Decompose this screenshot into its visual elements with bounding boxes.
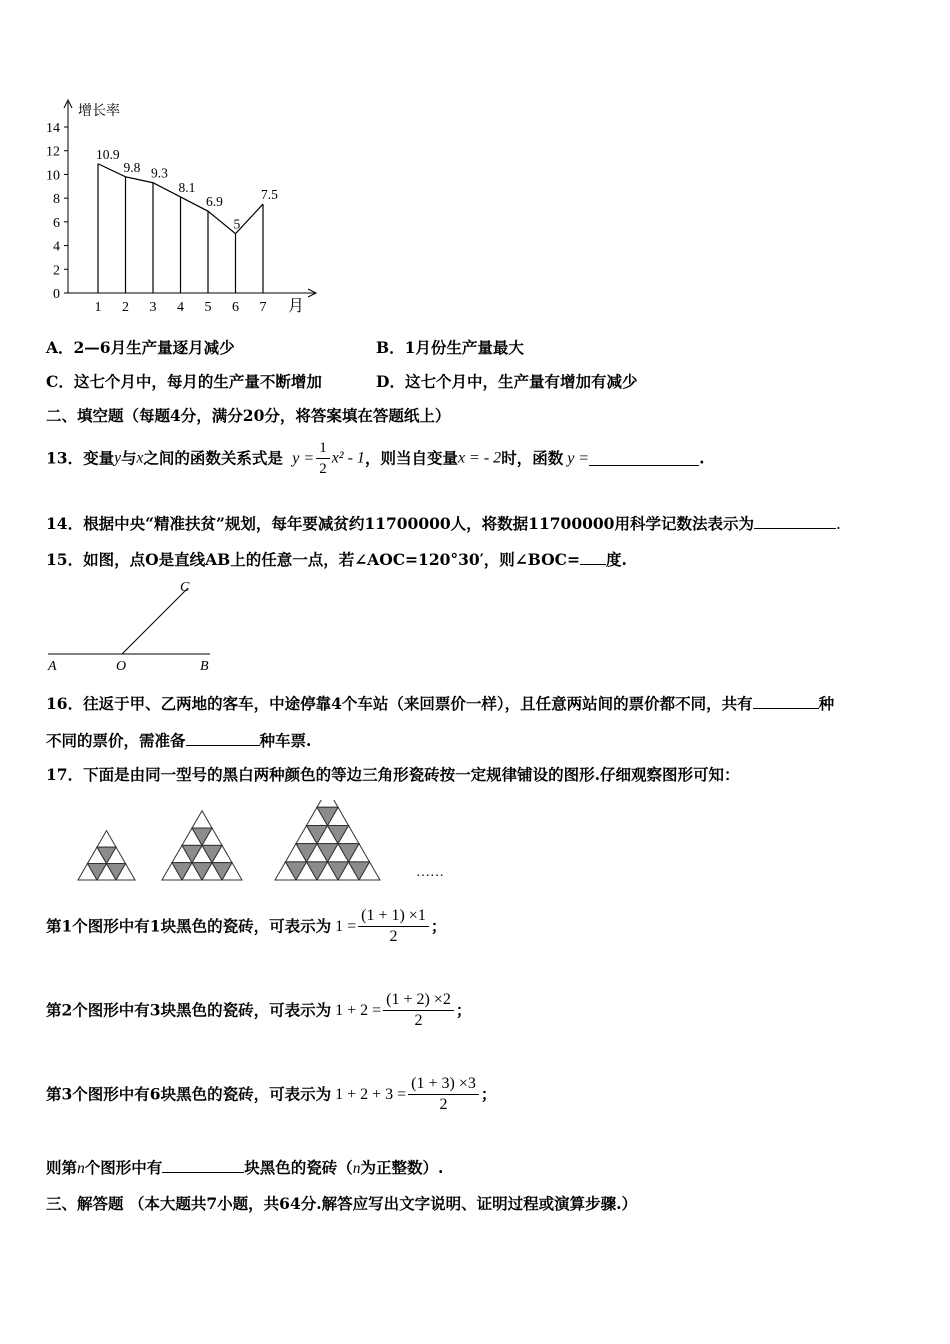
x-tick-label: 4 <box>177 300 184 315</box>
question-14 <box>46 512 841 534</box>
q13-var-x: x <box>136 449 144 467</box>
q17-line-3 <box>46 1074 496 1115</box>
q17-line1-end: ； <box>430 916 447 936</box>
white-tile <box>317 800 338 807</box>
q12-option-a: A．2—6月生产量逐月减少 <box>46 338 235 357</box>
q17-line1-lhs: 1 = <box>335 917 357 935</box>
data-label-7: 7.5 <box>261 187 278 203</box>
q13-var-y: y <box>114 449 121 467</box>
x-tick-label: 2 <box>122 300 129 315</box>
ray-oc <box>122 588 188 654</box>
q17-line2-text: 第2个图形中有3块黑色的瓷砖，可表示为 <box>46 1000 332 1020</box>
q15-end: 度. <box>606 550 627 569</box>
q13-fraction <box>316 438 330 479</box>
x-tick-label: 7 <box>259 300 267 315</box>
y-tick-label: 14 <box>46 121 60 136</box>
q13-mid2: ，则当自变量 <box>364 448 458 468</box>
question-17-intro: 17．下面是由同一型号的黑白两种颜色的等边三角形瓷砖按一定规律铺设的图形.仔细观察图形可知： <box>46 765 740 784</box>
growth-rate-line-chart <box>30 90 330 320</box>
q17-line1-text: 第1个图形中有1块黑色的瓷砖，可表示为 <box>46 916 332 936</box>
q13-eq-rhs: x² - 1 <box>331 449 365 467</box>
x-axis-label: 月 <box>288 298 305 315</box>
q17-line2-den: 2 <box>414 1012 423 1029</box>
question-13 <box>46 438 705 479</box>
section-2-heading: 二、填空题（每题4分，满分20分，将答案填在答题纸上） <box>46 406 451 425</box>
q17-answer-blank[interactable] <box>162 1158 244 1173</box>
q14-end: . <box>835 515 841 533</box>
q17-final-a: 则第 <box>46 1158 78 1177</box>
y-axis-label: 增长率 <box>78 104 120 119</box>
label-c: C <box>180 580 190 595</box>
data-label-1: 10.9 <box>96 146 120 162</box>
q16-blank-1[interactable] <box>753 694 819 709</box>
x-tick-label: 5 <box>204 300 212 315</box>
q16-line1-a: 16．往返于甲、乙两地的客车，中途停靠4个车站（来回票价一样），且任意两站间的票价都不同，共有 <box>46 694 753 713</box>
white-tile <box>192 811 212 828</box>
section-3-heading: 三、解答题 （本大题共7小题，共64分.解答应写出文字说明、证明过程或演算步骤.） <box>46 1194 638 1213</box>
label-o: O <box>116 659 127 674</box>
q13-eq-lhs: y = <box>292 449 315 467</box>
white-tile <box>97 831 116 847</box>
q13-mid: 之间的函数关系式是 <box>143 448 283 468</box>
data-label-3: 9.3 <box>151 165 168 181</box>
q12-option-b: B．1月份生产量最大 <box>376 338 524 357</box>
q16-line2-a: 不同的票价，需准备 <box>46 731 186 750</box>
data-label-2: 9.8 <box>123 159 141 175</box>
q17-line-2 <box>46 990 471 1031</box>
q13-prefix: 13．变量 <box>46 448 115 468</box>
data-label-5: 6.9 <box>206 194 223 210</box>
q17-final-b: 个图形中有 <box>84 1158 163 1177</box>
q13-frac-num: 1 <box>316 438 330 459</box>
q17-line3-end: ； <box>480 1084 497 1104</box>
q17-final-c: 块黑色的瓷砖（ <box>244 1158 353 1177</box>
y-tick-label: 6 <box>53 215 60 231</box>
label-b: B <box>200 659 209 674</box>
q13-condition: x = - 2 <box>457 449 502 467</box>
triangle-pattern-3 <box>275 800 380 880</box>
q17-line2-fraction <box>383 990 454 1031</box>
q15-text: 15．如图，点O是直线AB上的任意一点，若∠AOC=120°30′，则∠BOC= <box>46 550 581 569</box>
q17-triangle-patterns <box>70 800 470 888</box>
question-15 <box>46 548 627 570</box>
label-a: A <box>48 659 57 674</box>
q15-answer-blank[interactable] <box>580 550 606 565</box>
question-16-line-1 <box>46 692 834 714</box>
triangle-pattern-2 <box>162 811 242 880</box>
q13-and: 与 <box>120 448 137 468</box>
q13-end: . <box>699 448 705 468</box>
q17-line2-end: ； <box>455 1000 472 1020</box>
y-tick-label: 12 <box>46 144 60 160</box>
data-label-6: 5 <box>233 216 241 232</box>
q17-line-1 <box>46 906 446 947</box>
data-label-4: 8.1 <box>178 179 196 195</box>
triangle-pattern-1 <box>78 831 135 880</box>
q17-line1-den: 2 <box>389 928 398 945</box>
q17-line3-fraction <box>408 1074 479 1115</box>
q17-line3-num: (1 + 3) ×3 <box>408 1074 479 1095</box>
question-16-line-2 <box>46 729 311 751</box>
q17-line1-fraction <box>358 906 429 947</box>
y-tick-label: 10 <box>46 168 60 184</box>
q15-angle-figure <box>40 574 230 676</box>
q17-line2-num: (1 + 2) ×2 <box>383 990 454 1011</box>
q16-blank-2[interactable] <box>186 731 260 746</box>
x-tick-label: 3 <box>149 300 157 315</box>
q13-y-eq: y = <box>567 449 590 467</box>
q17-line1-num: (1 + 1) ×1 <box>358 906 429 927</box>
q13-frac-den: 2 <box>319 461 327 477</box>
q14-text: 14．根据中央“精准扶贫”规划，每年要减贫约11700000人，将数据11700000用科学记数法表示为 <box>46 514 754 533</box>
q17-var-n-2: n <box>352 1160 361 1177</box>
x-tick-label: 1 <box>94 300 102 315</box>
q17-line3-den: 2 <box>439 1096 448 1113</box>
y-tick-label: 8 <box>53 192 60 208</box>
q17-var-n: n <box>77 1160 85 1177</box>
q12-option-d: D．这七个月中，生产量有增加有减少 <box>376 372 638 391</box>
pattern-ellipsis: …… <box>416 865 444 880</box>
x-tick-label: 6 <box>232 300 239 315</box>
q17-line3-lhs: 1 + 2 + 3 = <box>335 1085 407 1103</box>
y-tick-label: 2 <box>53 263 60 279</box>
q17-final <box>46 1156 443 1178</box>
q13-answer-blank[interactable] <box>589 451 699 466</box>
q16-line2-b: 种车票. <box>259 731 312 750</box>
q14-answer-blank[interactable] <box>754 514 836 529</box>
y-tick-label: 4 <box>53 239 60 255</box>
q17-line3-text: 第3个图形中有6块黑色的瓷砖，可表示为 <box>46 1084 332 1104</box>
q17-final-d: 为正整数）. <box>360 1158 444 1177</box>
q17-line2-lhs: 1 + 2 = <box>335 1001 382 1019</box>
q13-mid3: 时，函数 <box>501 448 564 468</box>
q16-line1-b: 种 <box>818 694 835 713</box>
q12-option-c: C．这七个月中，每月的生产量不断增加 <box>46 372 322 391</box>
y-tick-label: 0 <box>53 287 60 302</box>
